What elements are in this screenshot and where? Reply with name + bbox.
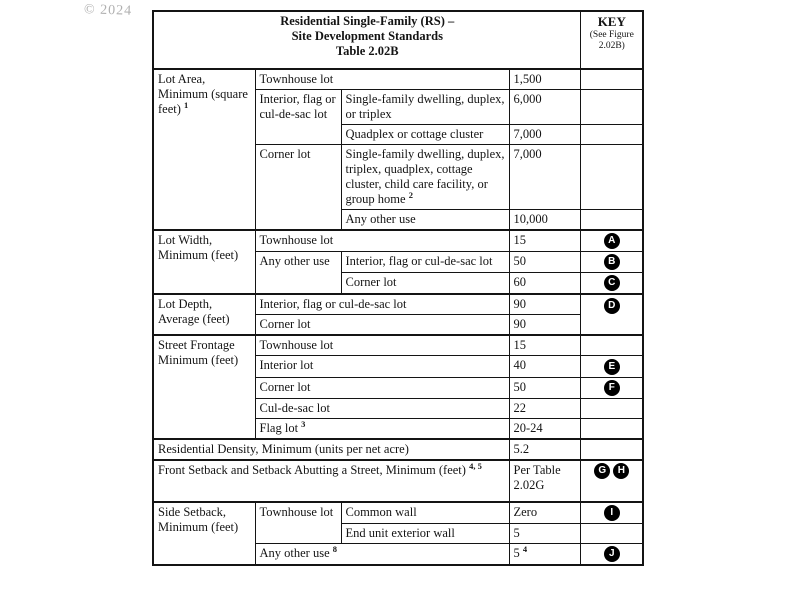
- key-cell-c: [580, 273, 643, 295]
- front-setback-label: Front Setback and Setback Abutting a Street, Minimum (feet): [158, 462, 466, 477]
- key-cell-empty: [580, 90, 643, 125]
- key-cell-d: [580, 294, 643, 335]
- value-lot-width-townhouse: 15: [509, 230, 580, 252]
- cell-quadplex-cottage: Quadplex or cottage cluster: [341, 125, 509, 145]
- key-header-note: (See Figure 2.02B): [589, 29, 634, 52]
- key-cell-i: [580, 502, 643, 524]
- cell-lot-area-interior-flag: Interior, flag or cul-de-sac lot: [255, 90, 341, 145]
- value-frontage-interior: 40: [509, 356, 580, 377]
- row-header-street-frontage: Street Frontage Minimum (feet): [153, 335, 255, 438]
- key-badge-d: D: [604, 298, 620, 314]
- value-lot-depth-corner: 90: [509, 315, 580, 336]
- key-cell-g-h: [580, 460, 643, 502]
- cell-sf-group-home: [341, 145, 509, 210]
- value-frontage-corner: 50: [509, 377, 580, 398]
- value-frontage-townhouse: 15: [509, 335, 580, 356]
- key-cell-empty: [580, 439, 643, 460]
- row-header-lot-width: Lot Width, Minimum (feet): [153, 230, 255, 294]
- value-lot-area-any-other: 10,000: [509, 210, 580, 231]
- cell-frontage-interior: Interior lot: [255, 356, 509, 377]
- value-lot-area-quadplex: 7,000: [509, 125, 580, 145]
- value-frontage-culdesac: 22: [509, 398, 580, 418]
- cell-frontage-townhouse: Townhouse lot: [255, 335, 509, 356]
- value-residential-density: 5.2: [509, 439, 580, 460]
- value-lot-width-corner: 60: [509, 273, 580, 295]
- footnote-marker-2: 2: [408, 189, 413, 200]
- footnote-marker-4: 4: [522, 543, 528, 554]
- sf-group-home-label: Single-family dwelling, duplex, triplex, quadplex, cottage cluster, child care facility, or group home: [345, 147, 505, 206]
- lot-area-label: Lot Area, Minimum (square feet): [158, 72, 248, 116]
- side-any-other-value: 5: [513, 545, 520, 560]
- key-cell-empty: [580, 418, 643, 439]
- cell-lot-width-interior-flag: Interior, flag or cul-de-sac lot: [341, 252, 509, 273]
- cell-frontage-culdesac: Cul-de-sac lot: [255, 398, 509, 418]
- site-development-standards-table: [152, 10, 644, 566]
- key-column-header: [580, 11, 643, 69]
- row-front-setback: [153, 460, 509, 502]
- value-side-common-wall: Zero: [509, 502, 580, 524]
- cell-lot-depth-interior-flag: Interior, flag or cul-de-sac lot: [255, 294, 509, 315]
- value-lot-area-corner-sf: 7,000: [509, 145, 580, 210]
- value-side-end-unit: 5: [509, 523, 580, 543]
- cell-lot-area-any-other: Any other use: [341, 210, 509, 231]
- row-header-lot-area: [153, 69, 255, 230]
- cell-frontage-corner: Corner lot: [255, 377, 509, 398]
- cell-lot-width-townhouse: Townhouse lot: [255, 230, 509, 252]
- footnote-marker-3: 3: [301, 418, 306, 429]
- footnote-marker-1: 1: [184, 99, 189, 110]
- value-front-setback: Per Table 2.02G: [509, 460, 580, 502]
- cell-lot-width-any-other: Any other use: [255, 252, 341, 295]
- table-title: [153, 11, 580, 69]
- key-cell-empty: [580, 210, 643, 231]
- value-lot-area-townhouse: 1,500: [509, 69, 580, 90]
- cell-lot-width-corner: Corner lot: [341, 273, 509, 295]
- key-cell-e: [580, 356, 643, 377]
- cell-lot-area-townhouse: Townhouse lot: [255, 69, 509, 90]
- cell-end-unit-wall: End unit exterior wall: [341, 523, 509, 543]
- side-any-other-label: Any other use: [259, 545, 330, 560]
- key-cell-b: [580, 252, 643, 273]
- value-lot-area-sf-duplex: 6,000: [509, 90, 580, 125]
- cell-sf-duplex-triplex: Single-family dwelling, duplex, or triplex: [341, 90, 509, 125]
- flag-lot-label: Flag lot: [259, 420, 299, 435]
- table-title-line2: Site Development Standards: [291, 29, 443, 43]
- key-badge-h: H: [613, 463, 629, 479]
- key-badge-b: B: [604, 254, 620, 270]
- key-cell-j: [580, 543, 643, 565]
- key-badge-e: E: [604, 359, 620, 375]
- row-header-lot-depth: Lot Depth, Average (feet): [153, 294, 255, 335]
- cell-lot-area-corner: Corner lot: [255, 145, 341, 231]
- table-title-line1: Residential Single-Family (RS) –: [280, 14, 455, 28]
- key-cell-f: [580, 377, 643, 398]
- row-residential-density: Residential Density, Minimum (units per net acre): [153, 439, 509, 460]
- value-side-any-other: [509, 543, 580, 565]
- key-cell-empty: [580, 69, 643, 90]
- key-badge-g: G: [594, 463, 610, 479]
- key-badge-i: I: [604, 505, 620, 521]
- row-header-side-setback: Side Setback, Minimum (feet): [153, 502, 255, 565]
- cell-common-wall: Common wall: [341, 502, 509, 524]
- key-cell-empty: [580, 145, 643, 210]
- cell-lot-depth-corner: Corner lot: [255, 315, 509, 336]
- copyright-watermark: © 2024: [83, 2, 133, 19]
- footnote-marker-8: 8: [332, 543, 337, 554]
- key-cell-empty: [580, 125, 643, 145]
- cell-frontage-flag: [255, 418, 509, 439]
- key-cell-empty: [580, 398, 643, 418]
- key-badge-c: C: [604, 275, 620, 291]
- key-header-title: KEY: [597, 14, 626, 29]
- key-cell-empty: [580, 523, 643, 543]
- value-lot-width-interior: 50: [509, 252, 580, 273]
- cell-side-any-other: [255, 543, 509, 565]
- cell-side-townhouse: Townhouse lot: [255, 502, 341, 544]
- footnote-marker-4-5: 4, 5: [469, 460, 482, 471]
- value-frontage-flag: 20-24: [509, 418, 580, 439]
- key-badge-f: F: [604, 380, 620, 396]
- value-lot-depth-interior: 90: [509, 294, 580, 315]
- key-cell-empty: [580, 335, 643, 356]
- table-title-line3: Table 2.02B: [335, 44, 399, 58]
- key-badge-a: A: [604, 233, 620, 249]
- key-badge-j: J: [604, 546, 620, 562]
- key-cell-a: [580, 230, 643, 252]
